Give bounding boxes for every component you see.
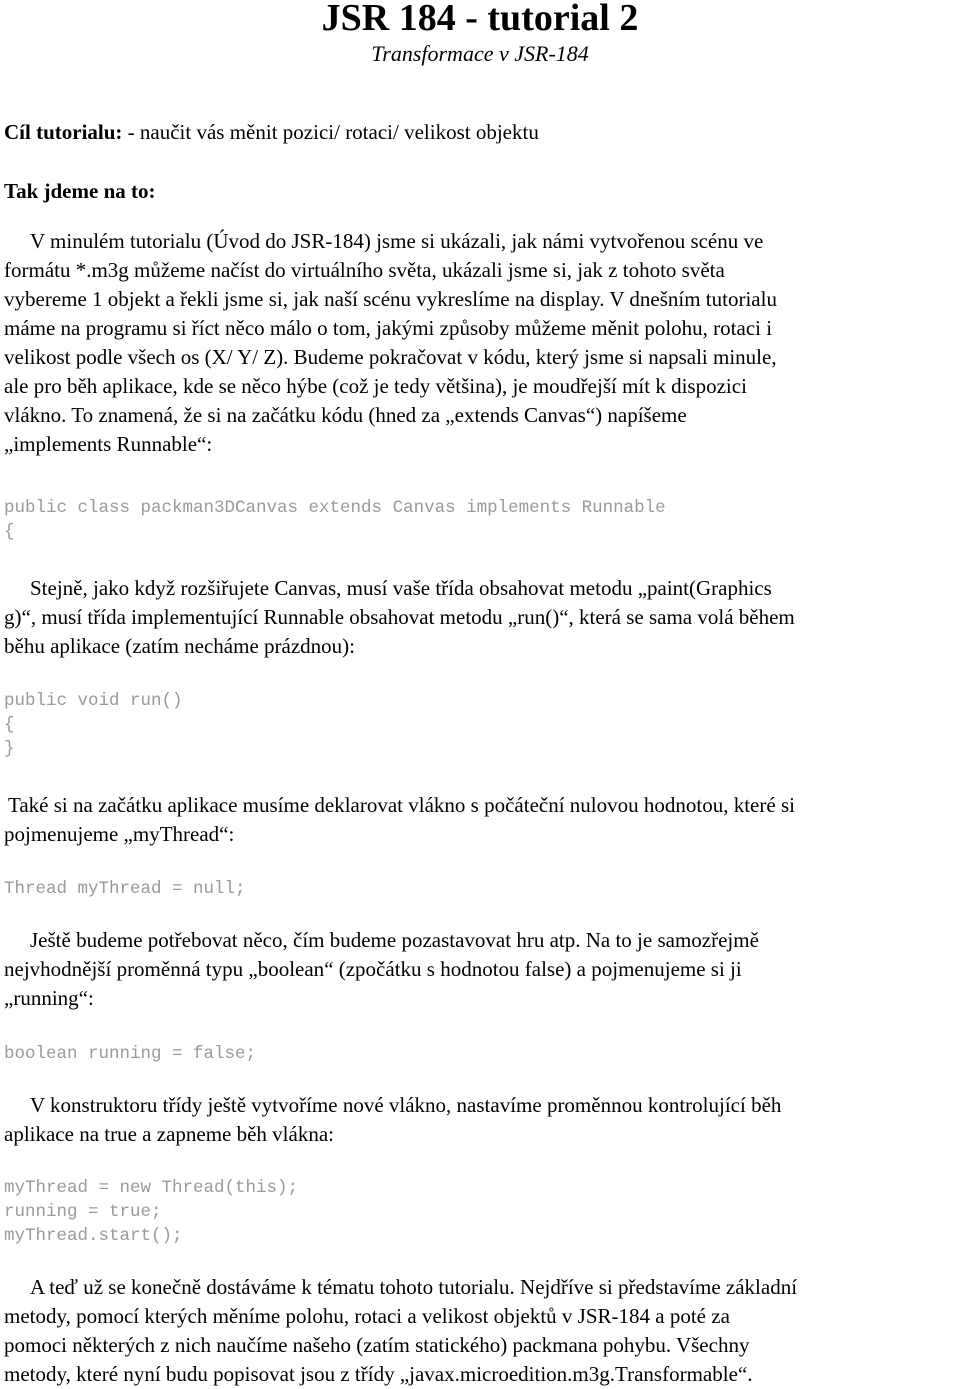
text-line: V konstruktoru třídy ještě vytvoříme nové vlákno, nastavíme proměnnou kontrolující běh <box>30 1093 782 1117</box>
page-title: JSR 184 - tutorial 2 <box>321 0 639 39</box>
paragraph-run-method <box>4 574 795 661</box>
paragraph-transformations-intro <box>4 1273 797 1389</box>
text-line: A teď už se konečně dostáváme k tématu tohoto tutorialu. Nejdříve si představíme základní <box>30 1275 798 1299</box>
paragraph-intro <box>4 227 777 459</box>
paragraph-running-variable <box>4 926 759 1013</box>
text-line: Stejně, jako když rozšiřujete Canvas, musí vaše třída obsahovat metodu „paint(Graphics <box>30 576 772 600</box>
page-subtitle: Transformace v JSR-184 <box>371 41 589 66</box>
code-block-class-declaration <box>4 496 666 544</box>
text-line: V minulém tutorialu (Úvod do JSR-184) jsme si ukázali, jak námi vytvořenou scénu ve <box>30 229 764 253</box>
text-line: máme na programu si říct něco málo o tom, jakými způsoby můžeme měnit polohu, rotaci i <box>4 316 773 340</box>
text-line: formátu *.m3g můžeme načíst do virtuálního světa, ukázali jsme si, jak z tohoto světa <box>4 258 725 282</box>
code-line: } <box>4 739 15 759</box>
text-line: g)“, musí třída implementující Runnable obsahovat metodu „run()“, která se sama volá během <box>4 605 795 629</box>
section-heading: Tak jdeme na to: <box>4 179 156 203</box>
code-line: { <box>4 522 15 542</box>
text-line: nejvhodnější proměnná typu „boolean“ (zpočátku s hodnotou false) a pojmenujeme si ji <box>4 957 742 981</box>
text-line: vybereme 1 objekt a řekli jsme si, jak naší scénu vykreslíme na display. V dnešním tutorialu <box>4 287 777 311</box>
code-line: { <box>4 715 15 735</box>
text-line: běhu aplikace (zatím necháme prázdnou): <box>4 634 355 658</box>
text-line: „running“: <box>4 986 94 1010</box>
text-line: Také si na začátku aplikace musíme deklarovat vlákno s počáteční nulovou hodnotou, které si <box>8 793 795 817</box>
code-block-running-variable <box>4 1042 256 1066</box>
text-line: „implements Runnable“: <box>4 432 213 456</box>
tutorial-goal <box>4 118 539 146</box>
text-line: metody, které nyní budu popisovat jsou z třídy „javax.microedition.m3g.Transformable“. <box>4 1362 753 1386</box>
text-line: pojmenujeme „myThread“: <box>4 822 235 846</box>
code-line: public class packman3DCanvas extends Canvas implements Runnable <box>4 498 666 518</box>
code-line: public void run() <box>4 691 183 711</box>
code-line: boolean running = false; <box>4 1044 257 1064</box>
paragraph-thread-declaration <box>4 791 795 849</box>
paragraph-constructor <box>4 1091 781 1149</box>
code-line: myThread = new Thread(this); <box>4 1178 299 1198</box>
text-line: vlákno. To znamená, že si na začátku kódu (hned za „extends Canvas“) napíšeme <box>4 403 687 427</box>
text-line: pomoci některých z nich naučíme našeho (zatím statického) packmana pohybu. Všechny <box>4 1333 750 1357</box>
text-line: aplikace na true a zapneme běh vlákna: <box>4 1122 334 1146</box>
code-block-thread-variable <box>4 877 246 901</box>
text-line: metody, pomocí kterých měníme polohu, rotaci a velikost objektů v JSR-184 a poté za <box>4 1304 730 1328</box>
goal-label: Cíl tutorialu: <box>4 120 123 144</box>
code-block-thread-start <box>4 1176 298 1248</box>
text-line: velikost podle všech os (X/ Y/ Z). Budeme pokračovat v kódu, který jsme si napsali minule, <box>4 345 777 369</box>
text-line: Ještě budeme potřebovat něco, čím budeme pozastavovat hru atp. Na to je samozřejmě <box>30 928 759 952</box>
code-block-run-method <box>4 689 183 761</box>
code-line: myThread.start(); <box>4 1226 183 1246</box>
code-line: running = true; <box>4 1202 162 1222</box>
code-line: Thread myThread = null; <box>4 879 246 899</box>
goal-text: - naučit vás měnit pozici/ rotaci/ velikost objektu <box>122 120 539 144</box>
text-line: ale pro běh aplikace, kde se něco hýbe (což je tedy většina), je moudřejší mít k dispozici <box>4 374 747 398</box>
